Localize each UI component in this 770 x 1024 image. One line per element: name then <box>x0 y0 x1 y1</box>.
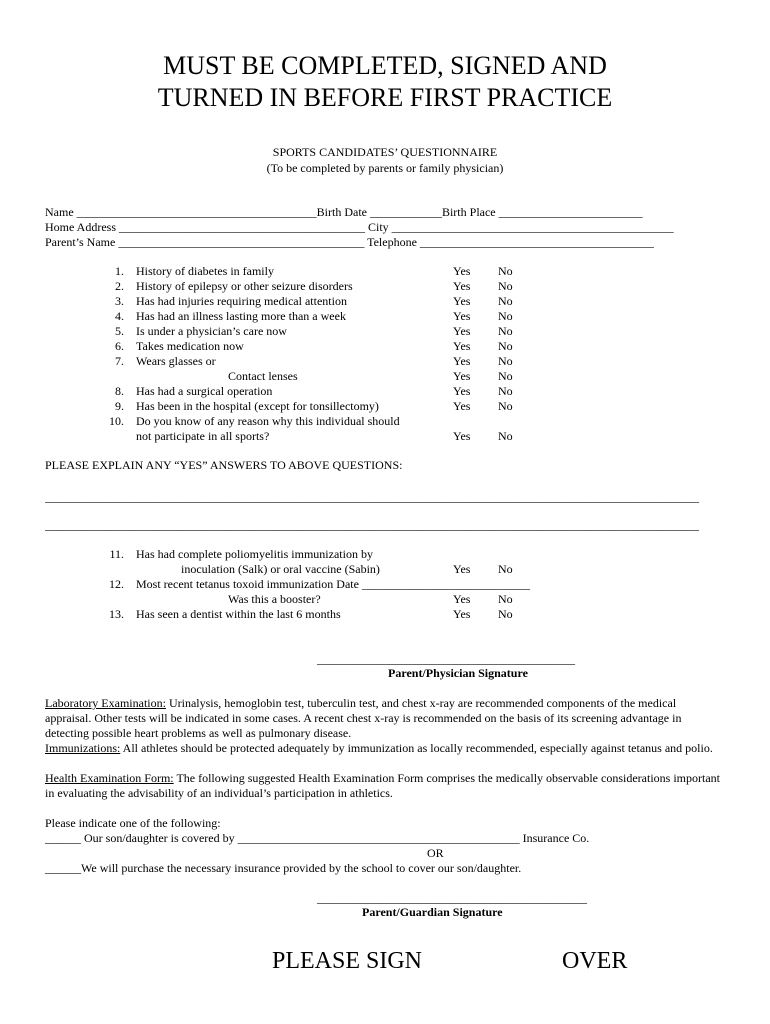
immunizations-text: All athletes should be protected adequately by immunization as locally recommended, especially against tetanus and polio. <box>120 741 713 755</box>
explain-label: PLEASE EXPLAIN ANY “YES” ANSWERS TO ABOVE QUESTIONS: <box>45 458 403 472</box>
question-number: 2. <box>115 279 124 293</box>
no-option[interactable]: No <box>498 592 513 606</box>
question-number: 12. <box>109 577 124 591</box>
lab-heading: Laboratory Examination: <box>45 696 166 710</box>
question-text: Has had a surgical operation <box>136 384 273 398</box>
question-number: 13. <box>109 607 124 621</box>
address-city-fields[interactable]: Home Address _________________________________________ City _______________________________________________ <box>45 220 674 234</box>
no-option[interactable]: No <box>498 339 513 353</box>
yes-option[interactable]: Yes <box>453 429 471 443</box>
parent-guardian-signature-label: Parent/Guardian Signature <box>362 905 503 919</box>
question-number: 10. <box>109 414 124 428</box>
yes-option[interactable]: Yes <box>453 562 471 576</box>
no-option[interactable]: No <box>498 309 513 323</box>
no-option[interactable]: No <box>498 264 513 278</box>
question-number: 5. <box>115 324 124 338</box>
question-number: 8. <box>115 384 124 398</box>
yes-option[interactable]: Yes <box>453 592 471 606</box>
question-text: Most recent tetanus toxoid immunization Date ____________________________ <box>136 577 530 591</box>
immunizations-heading: Immunizations: <box>45 741 121 755</box>
question-text: not participate in all sports? <box>136 429 270 443</box>
yes-option[interactable]: Yes <box>453 607 471 621</box>
question-text: Has seen a dentist within the last 6 months <box>136 607 341 621</box>
question-number: 1. <box>115 264 124 278</box>
name-birth-fields[interactable]: Name ________________________________________Birth Date ____________Birth Place ________________________ <box>45 205 643 219</box>
over-text: OVER <box>562 948 628 974</box>
no-option[interactable]: No <box>498 384 513 398</box>
no-option[interactable]: No <box>498 279 513 293</box>
question-text: Has had injuries requiring medical attention <box>136 294 347 308</box>
question-text: Takes medication now <box>136 339 244 353</box>
question-number: 6. <box>115 339 124 353</box>
yes-option[interactable]: Yes <box>453 294 471 308</box>
question-text: History of diabetes in family <box>136 264 274 278</box>
please-sign-text: PLEASE SIGN <box>272 948 423 974</box>
yes-option[interactable]: Yes <box>453 354 471 368</box>
question-number: 4. <box>115 309 124 323</box>
question-text: Has been in the hospital (except for tonsillectomy) <box>136 399 379 413</box>
insurance-option-covered[interactable]: ______ Our son/daughter is covered by _______________________________________________ Insurance Co. <box>45 831 590 845</box>
question-number: 9. <box>115 399 124 413</box>
form-title-line1: MUST BE COMPLETED, SIGNED AND <box>163 51 607 80</box>
no-option[interactable]: No <box>498 399 513 413</box>
no-option[interactable]: No <box>498 607 513 621</box>
yes-option[interactable]: Yes <box>453 339 471 353</box>
lab-text: Urinalysis, hemoglobin test, tuberculin test, and chest x-ray are recommended components of the medical appraisal. Other tests will be indicated in some cases. A recent chest x-ray is recommended on the basis of its screening advantage in detecting possible heart problems as well as pulmonary disease. <box>45 696 682 740</box>
parent-physician-signature-line[interactable]: ___________________________________________ <box>317 652 575 666</box>
health-exam-paragraph <box>45 771 725 801</box>
no-option[interactable]: No <box>498 369 513 383</box>
question-text: History of epilepsy or other seizure disorders <box>136 279 353 293</box>
question-text: Was this a booster? <box>228 592 321 606</box>
question-text: Contact lenses <box>228 369 298 383</box>
yes-option[interactable]: Yes <box>453 279 471 293</box>
no-option[interactable]: No <box>498 324 513 338</box>
yes-option[interactable]: Yes <box>453 324 471 338</box>
health-exam-text: The following suggested Health Examination Form comprises the medically observable considerations important in evaluating the advisability of an individual’s participation in athletics. <box>45 771 720 800</box>
yes-option[interactable]: Yes <box>453 264 471 278</box>
question-text: Wears glasses or <box>136 354 216 368</box>
yes-option[interactable]: Yes <box>453 309 471 323</box>
no-option[interactable]: No <box>498 354 513 368</box>
yes-option[interactable]: Yes <box>453 399 471 413</box>
parent-physician-signature-label: Parent/Physician Signature <box>388 666 528 680</box>
lab-paragraph <box>45 696 725 741</box>
question-number: 11. <box>109 547 124 561</box>
question-text: Has had an illness lasting more than a week <box>136 309 346 323</box>
question-text: Is under a physician’s care now <box>136 324 287 338</box>
explain-line-2[interactable]: _____________________________________________________________________________________________________________ <box>45 518 699 532</box>
no-option[interactable]: No <box>498 562 513 576</box>
immunizations-paragraph <box>45 741 725 756</box>
insurance-or: OR <box>427 846 444 860</box>
question-text: Do you know of any reason why this individual should <box>136 414 400 428</box>
form-title-line2: TURNED IN BEFORE FIRST PRACTICE <box>157 83 613 112</box>
questionnaire-subtitle: (To be completed by parents or family physician) <box>266 161 504 175</box>
parent-guardian-signature-line[interactable]: _____________________________________________ <box>317 891 587 905</box>
explain-line-1[interactable]: _____________________________________________________________________________________________________________ <box>45 490 699 504</box>
question-number: 7. <box>115 354 124 368</box>
parent-telephone-fields[interactable]: Parent’s Name _________________________________________ Telephone _______________________________________ <box>45 235 654 249</box>
insurance-intro: Please indicate one of the following: <box>45 816 221 830</box>
insurance-option-purchase[interactable]: ______We will purchase the necessary insurance provided by the school to cover our son/daughter. <box>45 861 522 875</box>
question-text: Has had complete poliomyelitis immunization by <box>136 547 373 561</box>
no-option[interactable]: No <box>498 294 513 308</box>
question-text: inoculation (Salk) or oral vaccine (Sabin) <box>181 562 380 576</box>
yes-option[interactable]: Yes <box>453 369 471 383</box>
no-option[interactable]: No <box>498 429 513 443</box>
question-number: 3. <box>115 294 124 308</box>
questionnaire-title: SPORTS CANDIDATES’ QUESTIONNAIRE <box>272 145 498 159</box>
health-exam-heading: Health Examination Form: <box>45 771 174 785</box>
yes-option[interactable]: Yes <box>453 384 471 398</box>
